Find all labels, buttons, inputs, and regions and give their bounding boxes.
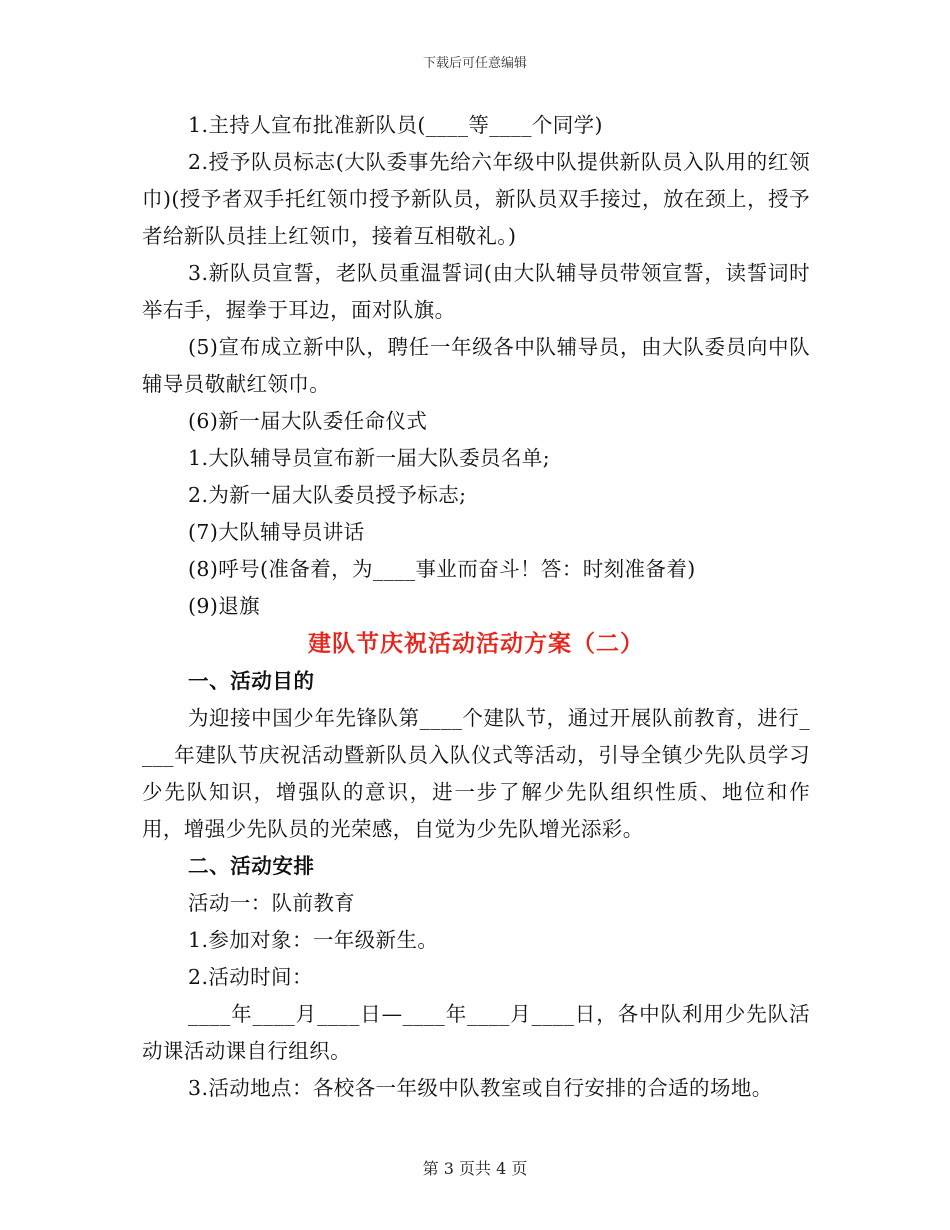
document-body [142, 107, 810, 1107]
section-title: 建队节庆祝活动活动方案（二） [308, 631, 644, 657]
heading-purpose: 一、活动目的 [188, 669, 315, 693]
paragraph-committee-appointment: (6)新一届大队委任命仪式 [188, 409, 428, 433]
page-footer: 第 3 页共 4 页 [422, 1159, 528, 1178]
paragraph-activity-one: 活动一：队前教育 [188, 891, 356, 915]
paragraph-oath: 3.新队员宣誓，老队员重温誓词(由大队辅导员带领宣誓，读誓词时举右手，握拳于耳边，面对队旗。 [142, 261, 810, 322]
paragraph-counselor-speech: (7)大队辅导员讲话 [188, 520, 365, 544]
paragraph-announce-list: 1.大队辅导员宣布新一届大队委员名单; [188, 446, 551, 470]
paragraph-participants: 1.参加对象：一年级新生。 [188, 928, 439, 952]
paragraph-retire-flag: (9)退旗 [188, 594, 261, 618]
paragraph-time-label: 2.活动时间： [188, 965, 313, 989]
paragraph-purpose: 为迎接中国少年先锋队第____个建队节，通过开展队前教育，进行____年建队节庆祝活动暨新队员入队仪式等活动，引导全镇少先队员学习少先队知识，增强队的意识，进一步了解少先队组织性质、地位和作用，增强少先队员的光荣感，自觉为少先队增光添彩。 [142, 706, 810, 841]
paragraph-approve-members: 1.主持人宣布批准新队员(____等____个同学) [188, 113, 603, 137]
paragraph-time-range: ____年____月____日—____年____月____日，各中队利用少先队活动课活动课自行组织。 [142, 1002, 810, 1063]
paragraph-new-squad: (5)宣布成立新中队，聘任一年级各中队辅导员，由大队委员向中队辅导员敬献红领巾。 [142, 335, 810, 396]
paragraph-award-scarf: 2.授予队员标志(大队委事先给六年级中队提供新队员入队用的红领巾)(授予者双手托红领巾授予新队员，新队员双手接过，放在颈上，授予者给新队员挂上红领巾，接着互相敬礼。) [142, 150, 810, 248]
heading-arrangement: 二、活动安排 [188, 854, 315, 878]
page-header: 下载后可任意编辑 [422, 56, 527, 71]
paragraph-slogan: (8)呼号(准备着，为____事业而奋斗！答：时刻准备着) [188, 557, 696, 581]
paragraph-location: 3.活动地点：各校各一年级中队教室或自行安排的合适的场地。 [188, 1076, 773, 1100]
paragraph-award-signs: 2.为新一届大队委员授予标志; [188, 483, 467, 507]
